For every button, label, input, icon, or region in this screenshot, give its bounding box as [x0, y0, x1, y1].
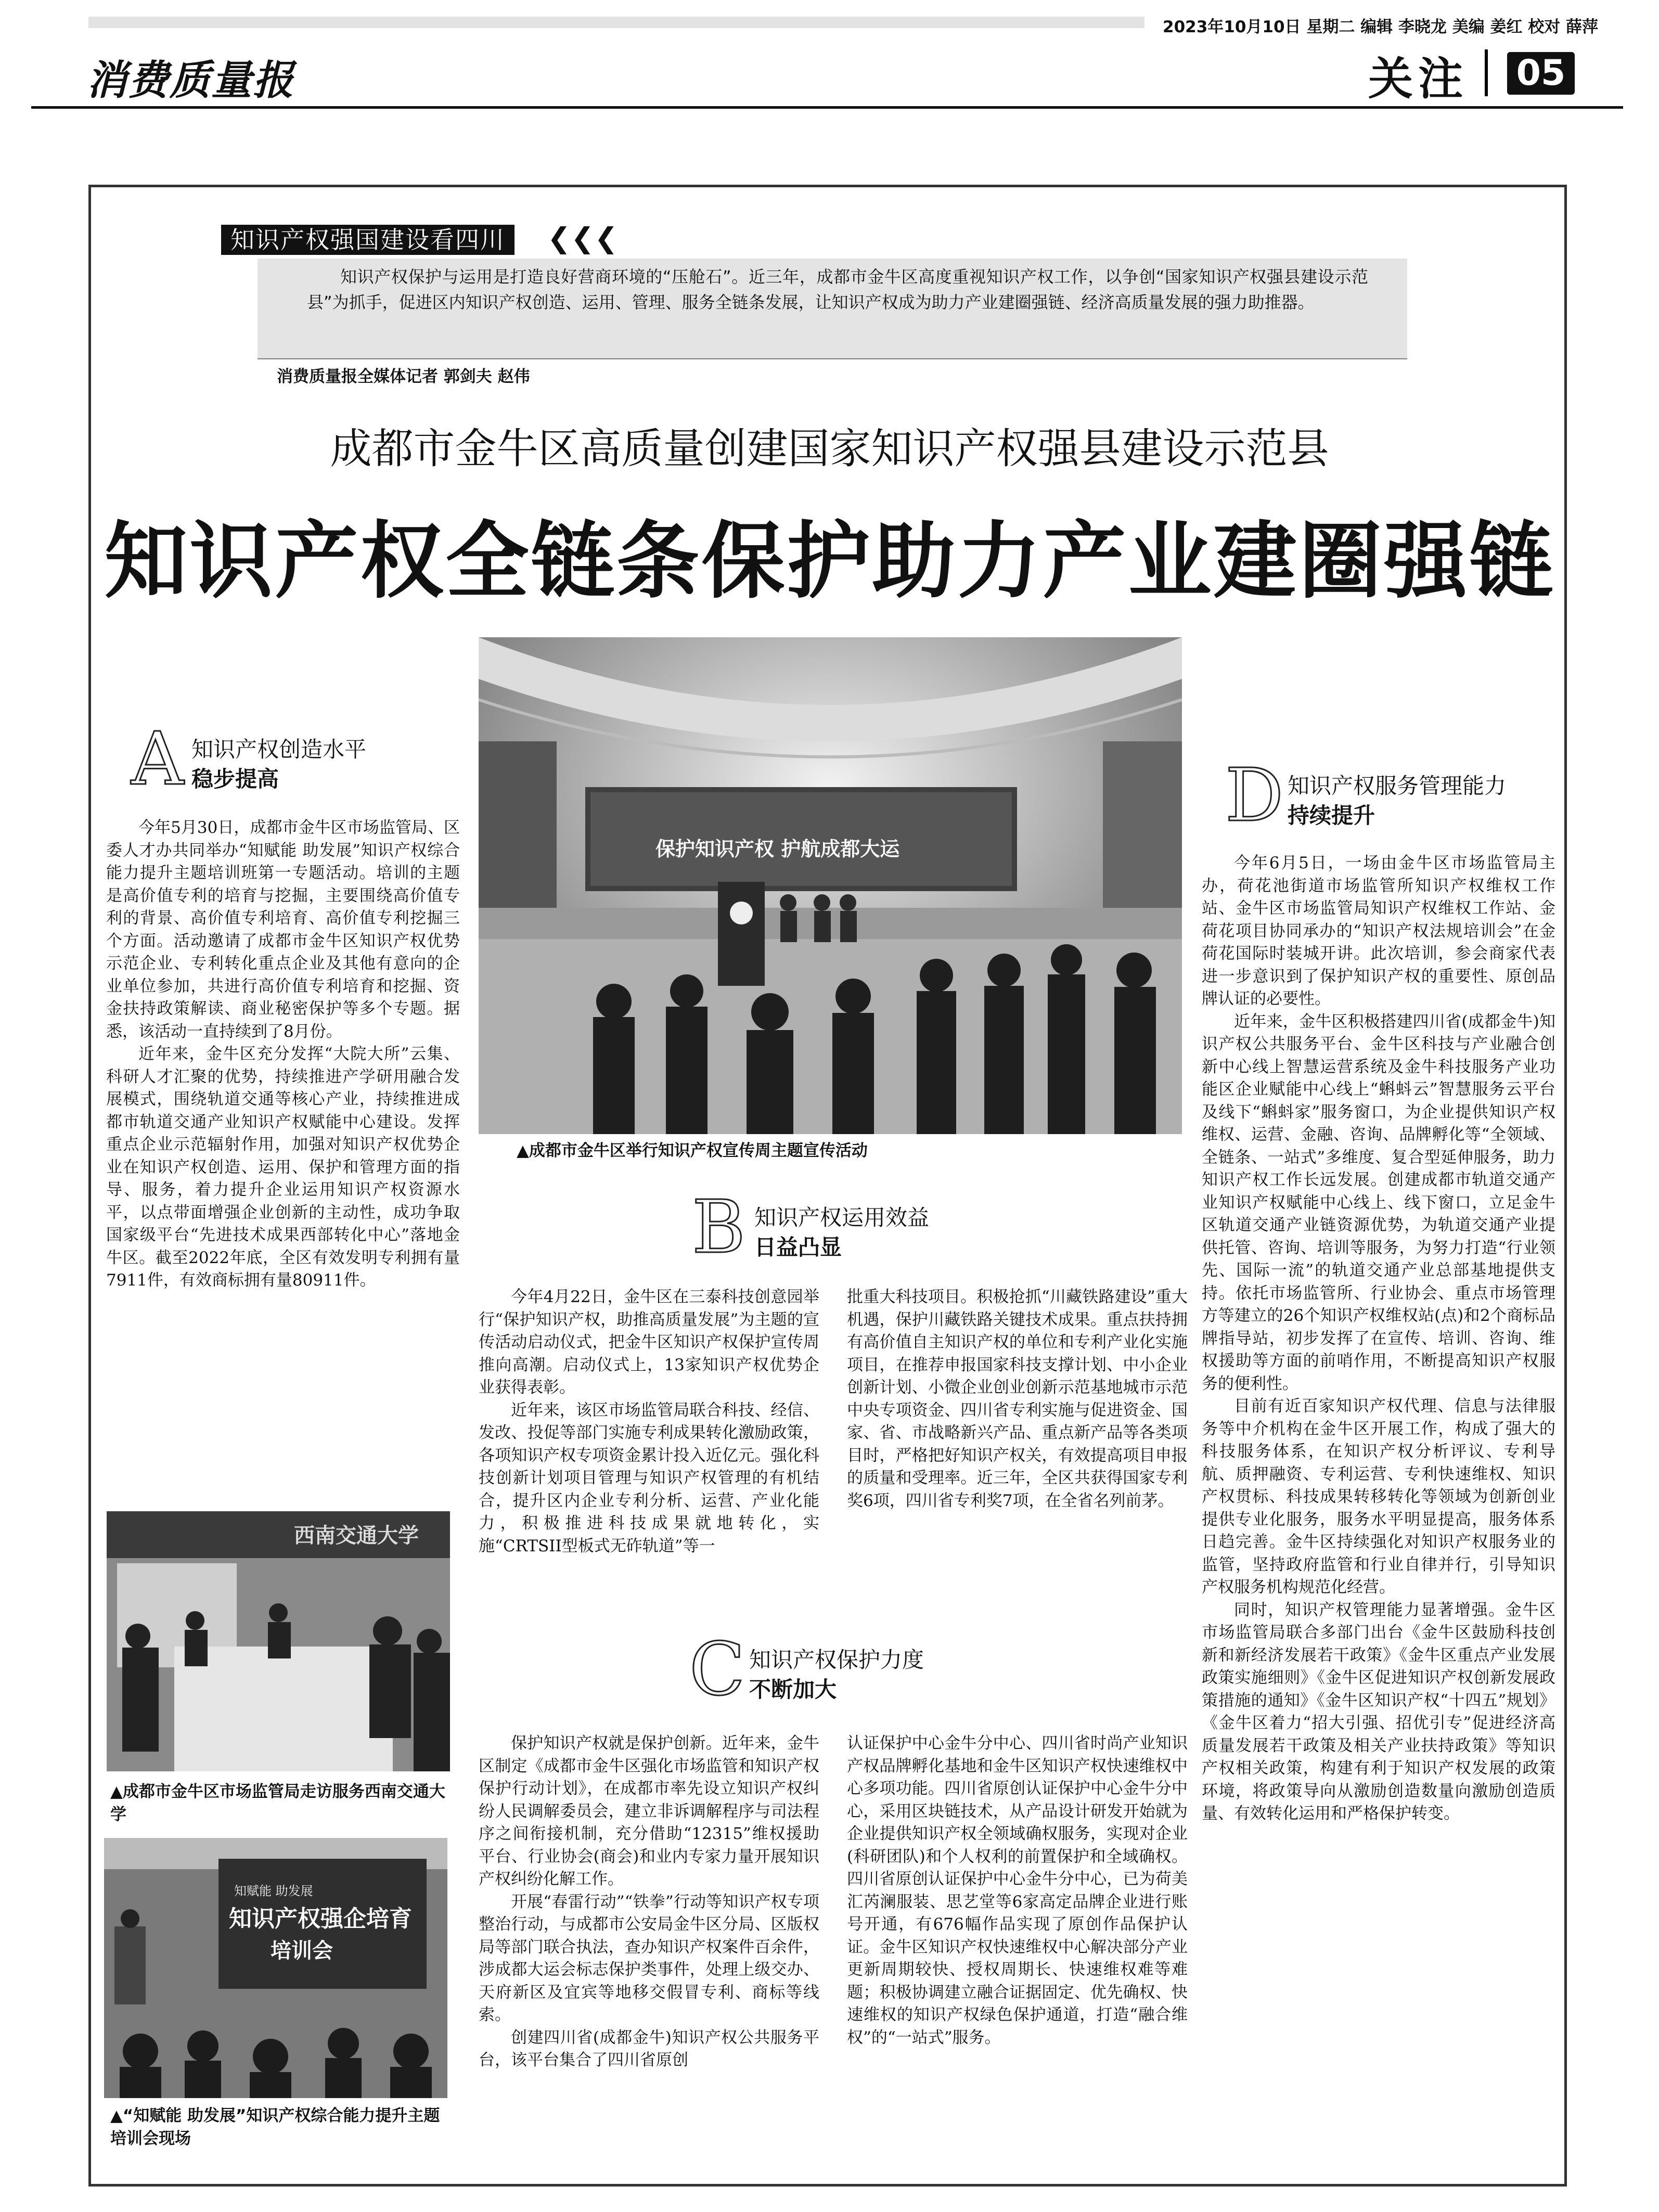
section-d-body [1202, 852, 1555, 1825]
paragraph: 近年来，该区市场监管局联合科技、经信、发改、投促等部门实施专利成果转化激励政策，各项知识产权专项资金累计投入近亿元。强化科技创新计划项目管理与知识产权管理的有机结合，提升区内企业专利分析、运营、产业化能力，积极推进科技成果就地转化，实施“CRTSII型板式无砟轨道”等一 [479, 1400, 819, 1555]
section-d-title: 知识产权服务管理能力 [1288, 773, 1507, 799]
training-photo-caption: ▲“知赋能 助发展”知识产权综合能力提升主题培训会现场 [110, 2106, 440, 2148]
section-c-subtitle: 不断加大 [749, 1677, 837, 1702]
top-rule [88, 17, 1144, 28]
section-letter-c: C [689, 1627, 745, 1712]
headline: 知识产权全链条保护助力产业建圈强链 [104, 512, 1555, 610]
paragraph: 近年来，金牛区积极搭建四川省(成都金牛)知识产权公共服务平台、金牛区科技与产业融合创新中心线上智慧运营系统及金牛科技服务产业功能区企业赋能中心线上“蝌蚪云”智慧服务云平台及线下“蝌蚪家”服务窗口，为企业提供知识产权维权、运营、金融、咨询、品牌孵化等“全领域、全链条、一站式”多维度、复合型延伸服务，助力知识产权工作长远发展。创建成都市轨道交通产业知识产权赋能中心线上、线下窗口，立足金牛区轨道交通产业链资源优势，为轨道交通产业提供托管、咨询、培训等服务，为努力打造“行业领先、国际一流”的轨道交通产业总部基地提供支持。依托市场监管所、行业协会、重点市场管理方等建立的26个知识产权维权站(点)和2个商标品牌指导站，初步发挥了在宣传、培训、咨询、维权援助等方面的前哨作用，不断提高知识产权服务的便利性。 [1202, 1012, 1555, 1393]
page-number: 05 [1507, 52, 1575, 95]
paragraph: 目前有近百家知识产权代理、信息与法律服务等中介机构在金牛区开展工作，构成了强大的科技服务体系，在知识产权分析评议、专利导航、质押融资、专利运营、专利快速维权、知识产权贯标、科技成果转移转化等领域为创新创业提供专业化服务，服务水平明显提高，服务体系日趋完善。金牛区持续强化对知识产权服务业的监管，坚持政府监管和行业自律并行，引导知识产权服务机构规范化经营。 [1202, 1397, 1555, 1597]
paragraph: 保护知识产权就是保护创新。近年来，金牛区制定《成都市金牛区强化市场监管和知识产权保护行动计划》，在成都市率先设立知识产权纠纷人民调解委员会，建立非诉调解程序与司法程序之间衔接机制，充分借助“12315”维权援助平台、行业协会(商会)和业内专家力量开展知识产权纠纷化解工作。 [479, 1734, 819, 1888]
section-b-body-col1 [479, 1286, 819, 1558]
section-name: 关注 [1368, 53, 1468, 105]
section-c-body-col1 [479, 1732, 819, 2072]
section-letter-a: A [131, 717, 184, 802]
screen-line-3: 培训会 [271, 1938, 333, 1963]
section-a-subtitle: 稳步提高 [191, 766, 279, 792]
screen-slogan: 保护知识产权 护航成都大运 [655, 838, 900, 860]
section-b-title: 知识产权运用效益 [754, 1205, 930, 1230]
paragraph: 开展“春雷行动”“铁拳”行动等知识产权专项整治行动，与成都市公安局金牛区分局、区版权局等部门联合执法，查办知识产权案件百余件，涉成都大运会标志保护类事件，处理上级交办、天府新区及宜宾等地移交假冒专利、商标等线索。 [479, 1892, 819, 2024]
section-divider [1485, 49, 1488, 96]
section-b-subtitle: 日益凸显 [754, 1234, 842, 1260]
newspaper-logo: 消费质量报 [86, 57, 295, 104]
training-photo [104, 1838, 447, 2098]
byline-rule [258, 358, 1407, 359]
masthead-rule [31, 106, 1623, 109]
dateline: 2023年10月10日 星期二 编辑 李晓龙 美编 姜红 校对 薛萍 [1163, 18, 1599, 36]
paragraph: 今年5月30日，成都市金牛区市场监管局、区委人才办共同举办“知赋能 助发展”知识产权综合能力提升主题培训班第一专题活动。培训的主题是高价值专利的培育与挖掘，主要围绕高价值专利的背景、高价值专利培育、高价值专利挖掘三个方面。活动邀请了成都市金牛区知识产权优势示范企业、专利转化重点企业及其他有意向的企业单位参加，共进行高价值专利培育和挖掘、资金扶持政策解读、商业秘密保护等多个专题。据悉，该活动一直持续到了8月份。 [106, 818, 460, 1041]
paragraph: 创建四川省(成都金牛)知识产权公共服务平台，该平台集合了四川省原创 [479, 2028, 819, 2069]
paragraph: 同时，知识产权管理能力显著增强。金牛区市场监管局联合多部门出台《金牛区鼓励科技创新和新经济发展若干政策》《金牛区重点产业发展政策实施细则》《金牛区促进知识产权创新发展政策措施的通知》《金牛区知识产权“十四五”规划》《金牛区着力“招大引强、招优引专”促进经济高质量发展若干政策及相关产业扶持政策》等知识产权相关政策，构建有利于知识产权发展的政策环境，将政策导向从激励创造数量向激励创造质量、有效转化运用和严格保护转变。 [1202, 1600, 1555, 1823]
column-tag: 知识产权强国建设看四川 [221, 225, 515, 255]
byline: 消费质量报全媒体记者 郭剑夫 赵伟 [277, 367, 530, 386]
section-c-body-col2 [847, 1732, 1188, 2049]
screen-line-2: 知识产权强企培育 [229, 1906, 412, 1932]
section-letter-d: D [1225, 753, 1284, 838]
paragraph: 今年4月22日，金牛区在三泰科技创意园举行“保护知识产权，助推高质量发展”为主题的宣传活动启动仪式，把金牛区知识产权保护宣传周推向高潮。启动仪式上，13家知识产权优势企业获得表彰。 [479, 1288, 819, 1397]
banner-text: 西南交通大学 [294, 1523, 419, 1548]
main-photo [479, 637, 1182, 1134]
lead-paragraph: 知识产权保护与运用是打造良好营商环境的“压舱石”。近三年，成都市金牛区高度重视知识产权工作，以争创“国家知识产权强县建设示范县”为抓手，促进区内知识产权创造、运用、管理、服务全链条发展，让知识产权成为助力产业建圈强链、经济高质量发展的强力助推器。 [307, 267, 1368, 312]
section-c-title: 知识产权保护力度 [749, 1647, 924, 1673]
chevron-left-icon: ❮❮❮ [547, 222, 618, 254]
paragraph: 今年6月5日，一场由金牛区市场监管局主办，荷花池街道市场监管所知识产权维权工作站、金牛区市场监管局知识产权维权工作站、金荷花项目协同承办的“知识产权法规培训会”在金荷花国际时装城开讲。此次培训，参会商家代表进一步意识到了保护知识产权的重要性、原创品牌认证的必要性。 [1202, 854, 1555, 1008]
main-photo-caption: ▲成都市金牛区举行知识产权宣传周主题宣传活动 [517, 1141, 868, 1160]
section-a-title: 知识产权创造水平 [191, 737, 367, 762]
section-letter-b: B [692, 1185, 745, 1270]
section-d-subtitle: 持续提升 [1288, 803, 1375, 828]
subtitle: 成都市金牛区高质量创建国家知识产权强县建设示范县 [330, 425, 1329, 473]
section-a-body [106, 817, 460, 1292]
paragraph: 近年来，金牛区充分发挥“大院大所”云集、科研人才汇聚的优势，持续推进产学研用融合发展模式，围绕轨道交通等核心产业，持续推进成都市轨道交通产业知识产权赋能中心建设。发挥重点企业示范辐射作用，加强对知识产权优势企业在知识产权创造、运用、保护和管理方面的指导、服务，着力提升企业运用知识产权资源水平，以点带面增强企业创新的主动性，成功争取国家级平台“先进技术成果西部转化中心”落地金牛区。截至2022年底，全区有效发明专利拥有量7911件，有效商标拥有量80911件。 [106, 1045, 460, 1290]
visit-photo-caption: ▲成都市金牛区市场监管局走访服务西南交通大学 [110, 1782, 445, 1824]
paragraph: 认证保护中心金牛分中心、四川省时尚产业知识产权品牌孵化基地和金牛区知识产权快速维权中心多项功能。四川省原创认证保护中心金牛分中心，采用区块链技术，从产品设计研发开始就为企业提供知识产权全领域确权服务，实现对企业(科研团队)和个人权利的前置保护和全域确权。四川省原创认证保护中心金牛分中心，已为荷美汇芮澜服装、思艺堂等6家高定品牌企业进行账号开通，有676幅作品实现了原创作品保护认证。金牛区知识产权快速维权中心解决部分产业更新周期较快、授权周期长、快速维权难等难题；积极协调建立融合证据固定、优先确权、快速维权的知识产权绿色保护通道，打造“融合维权”的“一站式”服务。 [847, 1734, 1188, 2047]
visit-photo [107, 1511, 450, 1771]
section-b-body-col2 [847, 1286, 1188, 1512]
screen-line-1: 知赋能 助发展 [234, 1884, 313, 1898]
paragraph: 批重大科技项目。积极抢抓“川藏铁路建设”重大机遇，保护川藏铁路关键技术成果。重点扶持拥有高价值自主知识产权的单位和专利产业化实施项目，在推荐申报国家科技支撑计划、中小企业创新计划、小微企业创业创新示范基地城市示范中央专项资金、四川省专利实施与促进资金、国家、省、市战略新兴产品、重点新产品等各类项目时，严格把好知识产权关，有效提高项目申报的质量和受理率。近三年，全区共获得国家专利奖6项，四川省专利奖7项，在全省名列前茅。 [847, 1288, 1188, 1510]
